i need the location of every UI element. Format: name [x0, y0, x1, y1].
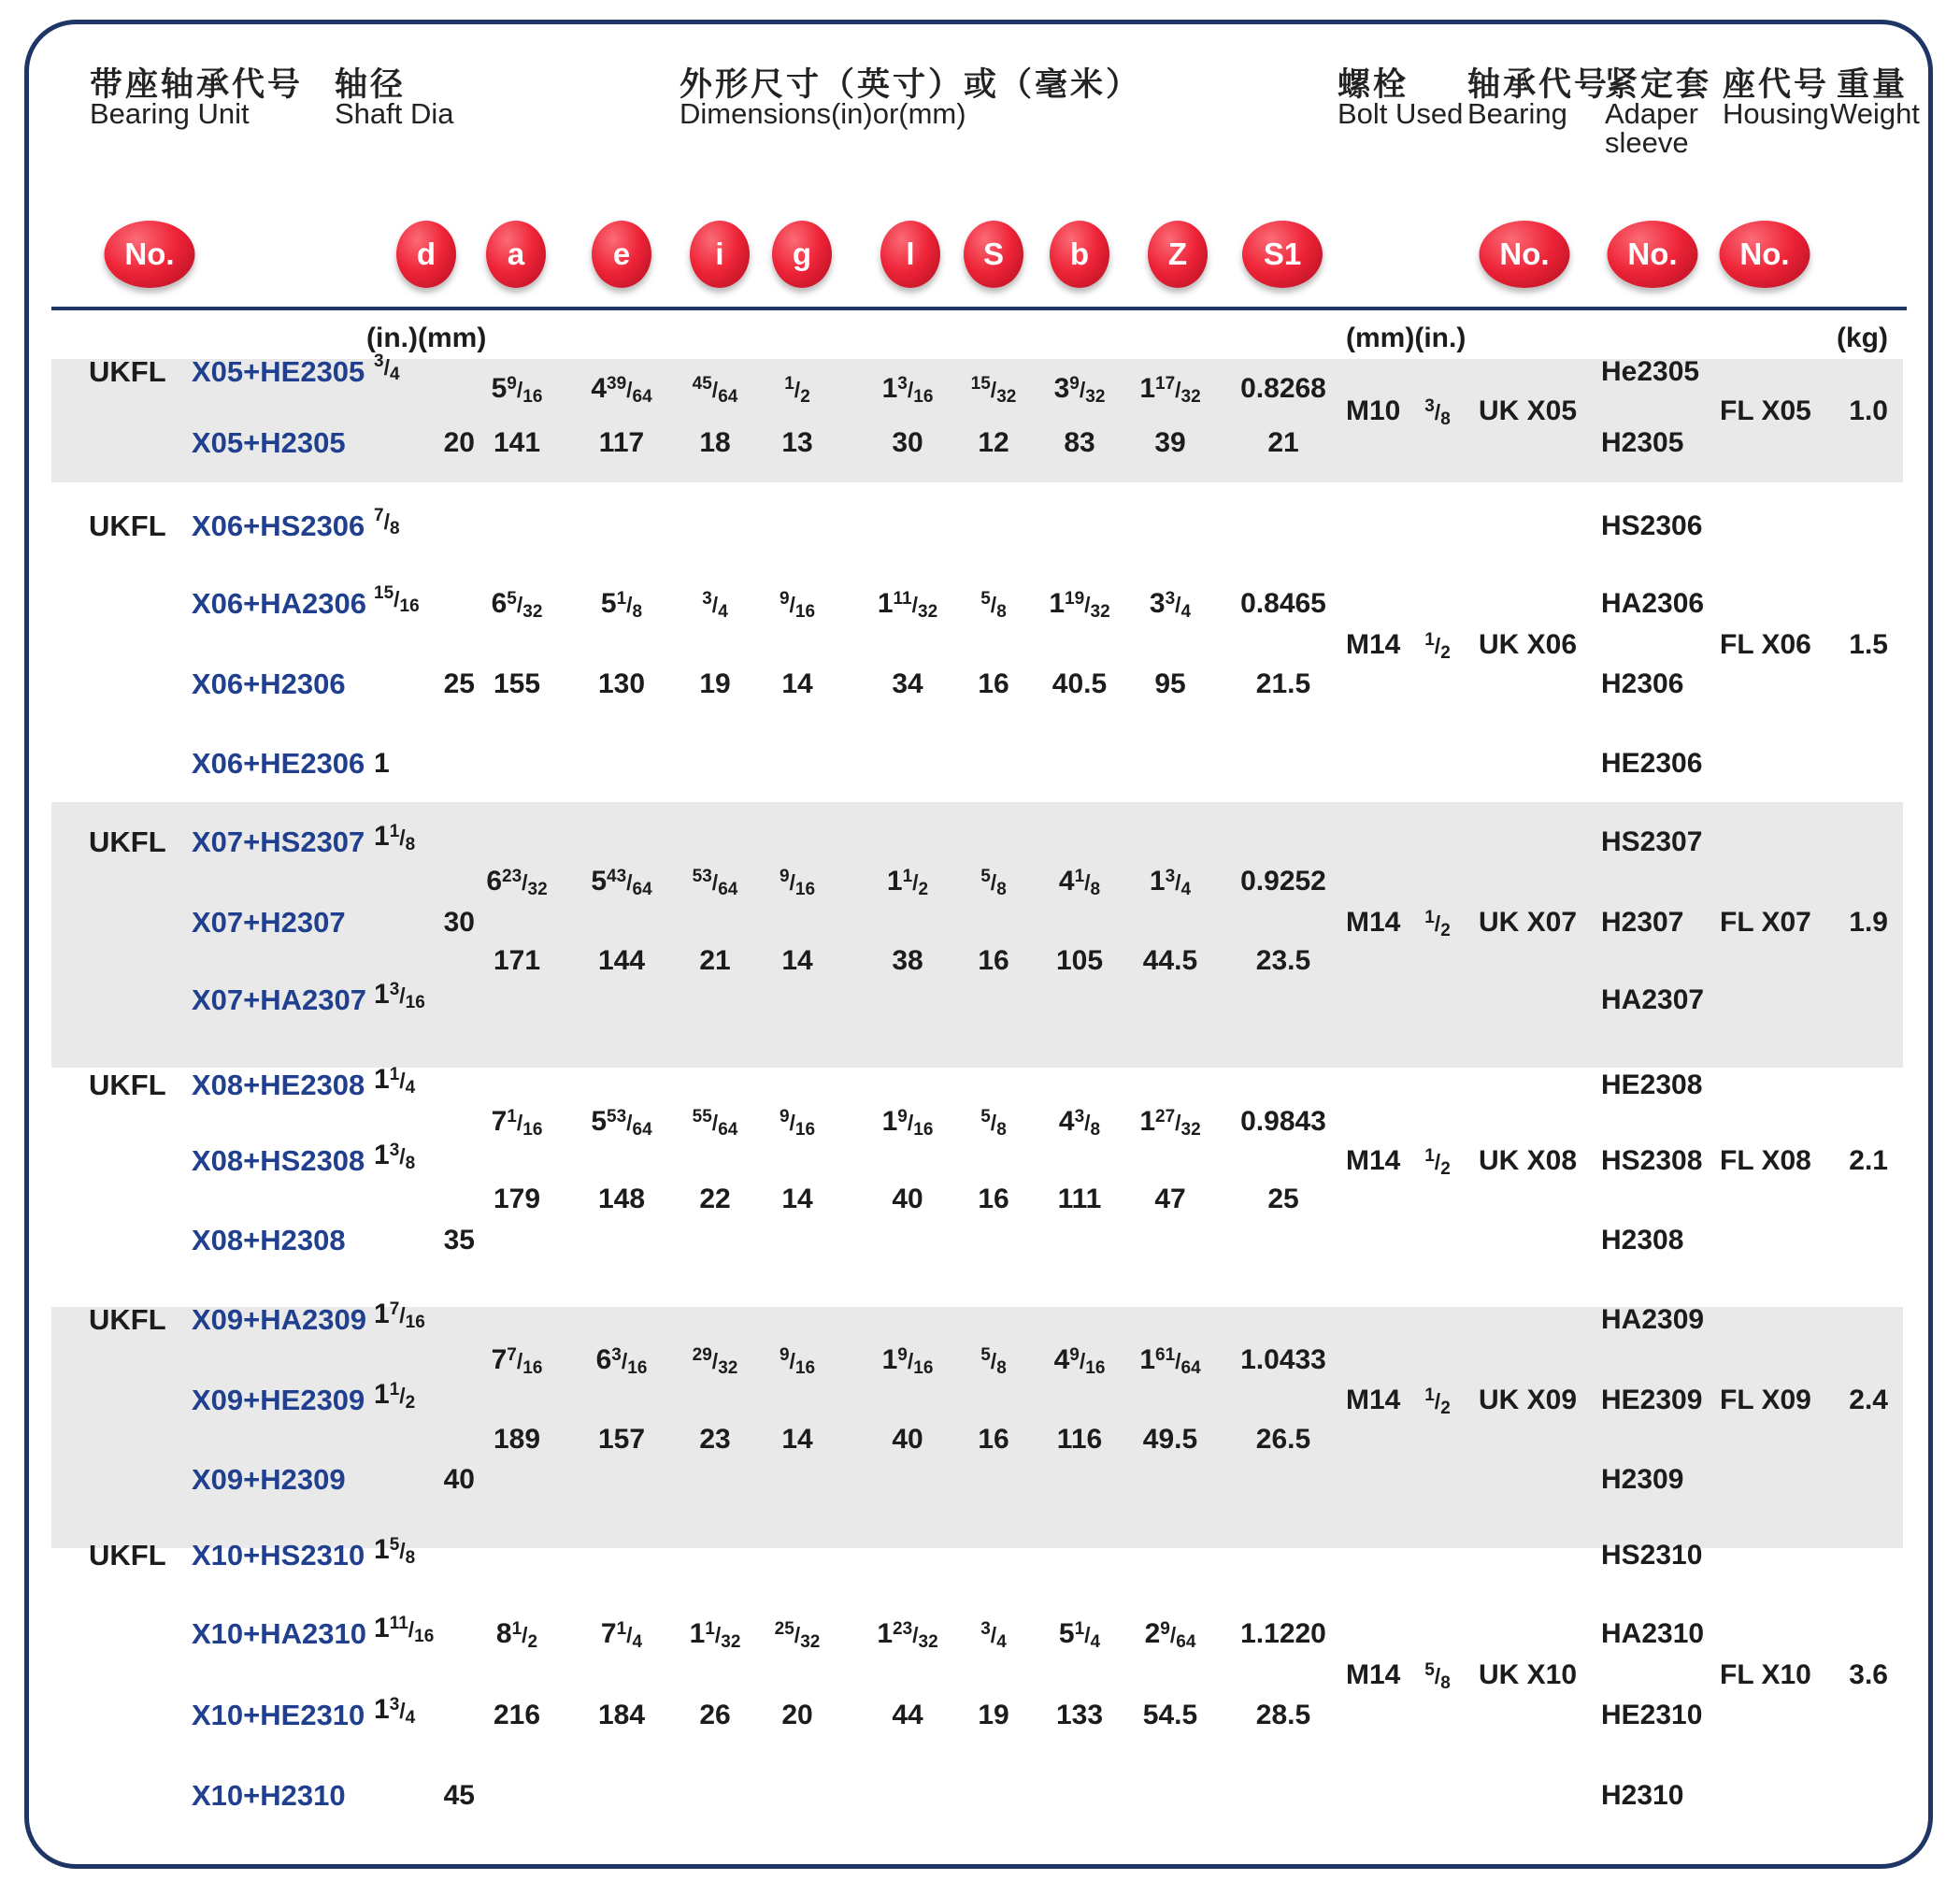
- badge-z: Z: [1148, 221, 1208, 288]
- col-header-housing-zh: 座代号: [1723, 66, 1830, 103]
- unit-code: X08+HE2308: [192, 1069, 365, 1101]
- badge-d: d: [396, 221, 456, 288]
- badge-i: i: [690, 221, 750, 288]
- col-header-sleeve-en: Adaper sleeve: [1605, 97, 1698, 159]
- unit-code: X10+HA2310: [192, 1617, 366, 1650]
- dim-g-mm: 14: [781, 945, 813, 976]
- dim-s-mm: 16: [978, 1424, 1009, 1455]
- sleeve-code: HA2307: [1601, 984, 1705, 1015]
- shaft-dia-in: $1^3/16$: [374, 979, 425, 1012]
- dim-a-mm: 179: [493, 1184, 541, 1214]
- shaft-dia-in: $1^3/8$: [374, 1140, 416, 1173]
- housing-code: FL X05: [1720, 395, 1811, 426]
- col-header-weight-en: Weight: [1830, 97, 1920, 130]
- dim-a-mm: 171: [493, 945, 541, 976]
- bolt-in: $^5$/8: [1424, 1660, 1451, 1693]
- dim-a-in: $8^1/2$: [495, 1618, 538, 1652]
- dim-z-mm: 95: [1154, 668, 1186, 699]
- dim-b-mm: 116: [1056, 1424, 1103, 1455]
- series-prefix: UKFL: [89, 1303, 166, 1336]
- shaft-dia-mm: 20: [443, 427, 475, 458]
- dim-s1-in: 0.9843: [1240, 1106, 1326, 1137]
- dim-g-in: $^9$/16: [779, 1107, 816, 1140]
- sleeve-code: HE2306: [1601, 748, 1703, 779]
- housing-code: FL X10: [1720, 1659, 1811, 1690]
- shaft-dia-in: $1^5/8$: [374, 1534, 416, 1568]
- unit-code: X10+HS2310: [192, 1539, 365, 1571]
- dim-l-in: $1^{11}/32$: [877, 588, 938, 622]
- bolt-mm: M14: [1346, 907, 1401, 938]
- dim-i-in: $^{45}$/64: [692, 374, 738, 407]
- shaft-dia-mm: 40: [443, 1464, 475, 1495]
- bearing-code: UK X09: [1479, 1385, 1578, 1415]
- dim-g-mm: 13: [781, 427, 813, 458]
- badge-s: S: [964, 221, 1023, 288]
- header-rule: [51, 307, 1907, 310]
- col-header-shaft-dia-en: Shaft Dia: [335, 97, 454, 130]
- dim-e-in: $4^{39}/64$: [591, 373, 652, 407]
- sleeve-code: H2309: [1601, 1464, 1684, 1495]
- dim-g-in: $^1$/2: [784, 374, 810, 407]
- dim-b-mm: 133: [1055, 1700, 1104, 1730]
- unit-code: X09+H2309: [192, 1463, 346, 1496]
- dim-a-in: $7^7/16$: [491, 1344, 543, 1378]
- dim-s1-mm: 21.5: [1255, 668, 1311, 699]
- dim-s1-mm: 23.5: [1255, 945, 1311, 976]
- dim-e-mm: 144: [597, 945, 646, 976]
- dim-s1-mm: 28.5: [1255, 1700, 1311, 1730]
- dim-a-in: $6^5/32$: [491, 588, 543, 622]
- bolt-in: $^1$/2: [1424, 1146, 1451, 1179]
- dim-s1-in: 0.8465: [1240, 588, 1326, 619]
- dim-z-mm: 54.5: [1142, 1700, 1198, 1730]
- shaft-dia-in: $1^1/4$: [374, 1064, 416, 1098]
- dim-z-in: $1^{61}/64$: [1139, 1344, 1201, 1378]
- dim-s-mm: 16: [978, 945, 1009, 976]
- dim-a-mm: 141: [493, 427, 541, 458]
- dim-i-mm: 22: [699, 1184, 731, 1214]
- dim-i-in: $^{55}$/64: [692, 1107, 738, 1140]
- dim-g-in: $^9$/16: [779, 589, 816, 622]
- dim-s1-in: 1.1220: [1240, 1618, 1326, 1649]
- sleeve-code: HS2306: [1601, 510, 1703, 541]
- dim-z-in: $2^9/64$: [1144, 1618, 1196, 1652]
- badge-s1: S1: [1242, 221, 1323, 288]
- unit-code: X07+HS2307: [192, 825, 365, 858]
- unit-code: X10+HE2310: [192, 1699, 365, 1731]
- dim-e-in: $6^3/16$: [595, 1344, 648, 1378]
- weight-kg: 3.6: [1849, 1659, 1888, 1690]
- weight-kg: 1.5: [1849, 629, 1888, 660]
- dim-b-in: $5^1/4$: [1058, 1618, 1101, 1652]
- sleeve-code: HS2308: [1601, 1145, 1703, 1176]
- sleeve-code: H2305: [1601, 427, 1684, 458]
- badge-e: e: [592, 221, 651, 288]
- series-prefix: UKFL: [89, 509, 166, 542]
- dim-l-in: $1^9/16$: [881, 1106, 934, 1140]
- weight-kg: 2.1: [1849, 1145, 1888, 1176]
- badge-no-bearing: No.: [1480, 221, 1570, 288]
- shaft-dia-in: $1^1/8$: [374, 821, 416, 854]
- unit-code: X06+HE2306: [192, 747, 365, 780]
- dim-i-mm: 19: [699, 668, 731, 699]
- badge-g: g: [772, 221, 832, 288]
- dim-e-mm: 157: [597, 1424, 646, 1455]
- badge-a: a: [486, 221, 546, 288]
- dim-e-in: $5^{43}/64$: [591, 866, 652, 899]
- dim-i-mm: 23: [699, 1424, 731, 1455]
- dim-g-mm: 14: [781, 1424, 813, 1455]
- dim-s1-in: 0.8268: [1240, 373, 1326, 404]
- dim-l-in: $1^9/16$: [881, 1344, 934, 1378]
- shaft-dia-mm: 30: [443, 907, 475, 938]
- unit-code: X09+HE2309: [192, 1384, 365, 1416]
- dim-i-in: $^{29}$/32: [692, 1345, 738, 1378]
- units-weight: (kg): [1837, 323, 1888, 353]
- sleeve-code: HS2307: [1601, 826, 1703, 857]
- unit-code: X05+H2305: [192, 426, 346, 459]
- dim-e-mm: 184: [597, 1700, 646, 1730]
- badge-no-sleeve: No.: [1608, 221, 1698, 288]
- col-header-bearing-en: Bearing: [1467, 97, 1567, 130]
- dim-s1-mm: 21: [1267, 427, 1299, 458]
- series-prefix: UKFL: [89, 1539, 166, 1571]
- dim-s-mm: 16: [978, 668, 1009, 699]
- dim-z-in: $1^{17}/32$: [1139, 373, 1201, 407]
- dim-z-mm: 47: [1154, 1184, 1186, 1214]
- dim-e-in: $5^1/8$: [600, 588, 643, 622]
- bolt-mm: M14: [1346, 1659, 1401, 1690]
- dim-l-mm: 34: [892, 668, 923, 699]
- dim-g-in: $^9$/16: [779, 867, 816, 899]
- dim-s-in: $^5$/8: [980, 1345, 1007, 1378]
- bolt-in: $^1$/2: [1424, 1385, 1451, 1418]
- bearing-code: UK X05: [1479, 395, 1578, 426]
- shaft-dia-in: $1^1/2$: [374, 1379, 416, 1413]
- col-header-bearing-zh: 轴承代号: [1467, 66, 1610, 103]
- unit-code: X07+H2307: [192, 906, 346, 939]
- series-prefix: UKFL: [89, 1069, 166, 1101]
- dim-e-mm: 130: [597, 668, 646, 699]
- dim-b-mm: 111: [1057, 1184, 1102, 1214]
- shaft-dia-in: $^7$/8: [374, 506, 400, 538]
- dim-l-in: $1^1/2$: [886, 866, 929, 899]
- dim-s-in: $^{15}$/32: [970, 374, 1017, 407]
- bolt-in: $^1$/2: [1424, 630, 1451, 663]
- bearing-code: UK X10: [1479, 1659, 1578, 1690]
- col-header-dimensions-zh: 外形尺寸（英寸）或（毫米）: [680, 66, 1142, 103]
- col-header-sleeve-zh: 紧定套: [1605, 66, 1712, 103]
- bearing-code: UK X08: [1479, 1145, 1578, 1176]
- sleeve-code: HA2309: [1601, 1304, 1705, 1335]
- col-header-bearing-unit-en: Bearing Unit: [90, 97, 250, 130]
- col-header-weight-zh: 重量: [1837, 66, 1909, 103]
- unit-code: X09+HA2309: [192, 1303, 366, 1336]
- dim-g-mm: 14: [781, 1184, 813, 1214]
- sleeve-code: H2308: [1601, 1225, 1684, 1256]
- shaft-dia-in: $1^{11}/16$: [374, 1613, 435, 1646]
- bolt-mm: M14: [1346, 629, 1401, 660]
- dim-l-in: $1^{23}/32$: [877, 1618, 938, 1652]
- dim-a-in: $7^1/16$: [491, 1106, 543, 1140]
- badge-no-bearing-unit: No.: [105, 221, 195, 288]
- sleeve-code: HE2310: [1601, 1700, 1703, 1730]
- dim-z-mm: 44.5: [1142, 945, 1198, 976]
- sleeve-code: HE2308: [1601, 1069, 1703, 1100]
- dim-a-in: $6^{23}/32$: [486, 866, 548, 899]
- dim-g-in: $^{25}$/32: [774, 1619, 821, 1652]
- dim-l-in: $1^3/16$: [881, 373, 934, 407]
- sleeve-code: H2307: [1601, 907, 1684, 938]
- housing-code: FL X09: [1720, 1385, 1811, 1415]
- dim-a-mm: 189: [493, 1424, 541, 1455]
- dim-g-in: $^9$/16: [779, 1345, 816, 1378]
- sleeve-code: H2310: [1601, 1780, 1684, 1811]
- col-header-shaft-dia-zh: 轴径: [335, 66, 407, 103]
- dim-b-mm: 83: [1064, 427, 1095, 458]
- badge-no-housing: No.: [1720, 221, 1810, 288]
- dim-e-mm: 148: [597, 1184, 646, 1214]
- dim-i-mm: 18: [699, 427, 731, 458]
- weight-kg: 1.0: [1849, 395, 1888, 426]
- dim-s-in: $^5$/8: [980, 589, 1007, 622]
- shaft-dia-mm: 45: [443, 1780, 475, 1811]
- shaft-dia-in: $1^7/16$: [374, 1299, 425, 1332]
- dim-a-mm: 155: [493, 668, 541, 699]
- dim-s-mm: 12: [978, 427, 1009, 458]
- dim-b-in: $4^9/16$: [1053, 1344, 1106, 1378]
- bolt-mm: M14: [1346, 1145, 1401, 1176]
- dim-g-mm: 14: [781, 668, 813, 699]
- dim-i-in: $^3$/4: [702, 589, 728, 622]
- dim-s-in: $^3$/4: [980, 1619, 1007, 1652]
- bolt-mm: M14: [1346, 1385, 1401, 1415]
- dim-z-mm: 39: [1154, 427, 1186, 458]
- dim-l-mm: 44: [892, 1700, 923, 1730]
- badge-b: b: [1050, 221, 1109, 288]
- col-header-bolt-en: Bolt Used: [1338, 97, 1464, 130]
- sleeve-code: HA2306: [1601, 588, 1705, 619]
- dim-z-in: $1^3/4$: [1149, 866, 1192, 899]
- shaft-dia-mm: 35: [443, 1225, 475, 1256]
- bolt-in: $^3$/8: [1424, 396, 1451, 429]
- dim-z-in: $3^3/4$: [1149, 588, 1192, 622]
- dim-z-in: $1^{27}/32$: [1139, 1106, 1201, 1140]
- unit-code: X08+HS2308: [192, 1144, 365, 1177]
- housing-code: FL X06: [1720, 629, 1811, 660]
- badge-l: l: [880, 221, 940, 288]
- dim-a-mm: 216: [493, 1700, 541, 1730]
- dim-b-in: $3^9/32$: [1053, 373, 1106, 407]
- dim-s1-mm: 25: [1267, 1184, 1299, 1214]
- shaft-dia-in: $^{15}$/16: [374, 583, 420, 616]
- dim-e-mm: 117: [598, 427, 645, 458]
- dim-l-mm: 38: [892, 945, 923, 976]
- series-prefix: UKFL: [89, 355, 166, 388]
- sleeve-code: HE2309: [1601, 1385, 1703, 1415]
- unit-code: X10+H2310: [192, 1779, 346, 1812]
- housing-code: FL X08: [1720, 1145, 1811, 1176]
- dim-i-in: $^{53}$/64: [692, 867, 738, 899]
- dim-b-in: $4^3/8$: [1058, 1106, 1101, 1140]
- unit-code: X06+HA2306: [192, 587, 366, 620]
- sleeve-code: HA2310: [1601, 1618, 1705, 1649]
- dim-s1-in: 0.9252: [1240, 866, 1326, 897]
- dim-g-mm: 20: [781, 1700, 813, 1730]
- shaft-dia-in: 1: [374, 748, 390, 779]
- dim-a-in: $5^9/16$: [491, 373, 543, 407]
- dim-e-in: $7^1/4$: [600, 1618, 643, 1652]
- col-header-bolt-zh: 螺栓: [1338, 66, 1409, 103]
- shaft-dia-mm: 25: [443, 668, 475, 699]
- bearing-code: UK X07: [1479, 907, 1578, 938]
- unit-code: X07+HA2307: [192, 983, 366, 1016]
- dim-l-mm: 40: [892, 1184, 923, 1214]
- dim-s-in: $^5$/8: [980, 867, 1007, 899]
- bolt-in: $^1$/2: [1424, 908, 1451, 940]
- shaft-dia-in: $^3$/4: [374, 352, 400, 384]
- dim-s1-in: 1.0433: [1240, 1344, 1326, 1375]
- dim-b-mm: 105: [1055, 945, 1104, 976]
- col-header-bearing-unit-zh: 带座轴承代号: [90, 66, 304, 103]
- weight-kg: 2.4: [1849, 1385, 1888, 1415]
- unit-code: X06+HS2306: [192, 509, 365, 542]
- housing-code: FL X07: [1720, 907, 1811, 938]
- weight-kg: 1.9: [1849, 907, 1888, 938]
- sleeve-code: He2305: [1601, 356, 1700, 387]
- unit-code: X06+H2306: [192, 667, 346, 700]
- dim-i-in: $1^1/32$: [689, 1618, 741, 1652]
- dim-s-in: $^5$/8: [980, 1107, 1007, 1140]
- sleeve-code: H2306: [1601, 668, 1684, 699]
- dim-b-mm: 40.5: [1052, 668, 1108, 699]
- dim-s-mm: 16: [978, 1184, 1009, 1214]
- bolt-mm: M10: [1346, 395, 1401, 426]
- dim-l-mm: 40: [892, 1424, 923, 1455]
- units-shaft: (in.)(mm): [366, 323, 487, 353]
- dim-e-in: $5^{53}/64$: [591, 1106, 652, 1140]
- dim-b-in: $4^1/8$: [1058, 866, 1101, 899]
- unit-code: X08+H2308: [192, 1224, 346, 1256]
- units-bolt: (mm)(in.): [1346, 323, 1466, 353]
- sleeve-code: HS2310: [1601, 1540, 1703, 1571]
- dim-b-in: $1^{19}/32$: [1049, 588, 1110, 622]
- series-prefix: UKFL: [89, 825, 166, 858]
- dim-s1-mm: 26.5: [1255, 1424, 1311, 1455]
- bearing-code: UK X06: [1479, 629, 1578, 660]
- dim-i-mm: 26: [699, 1700, 731, 1730]
- col-header-housing-en: Housing: [1723, 97, 1829, 130]
- dim-i-mm: 21: [699, 945, 731, 976]
- unit-code: X05+HE2305: [192, 355, 365, 388]
- col-header-dimensions-en: Dimensions(in)or(mm): [680, 97, 966, 130]
- shaft-dia-in: $1^3/4$: [374, 1694, 416, 1728]
- dim-z-mm: 49.5: [1142, 1424, 1198, 1455]
- dim-s-mm: 19: [978, 1700, 1009, 1730]
- dim-l-mm: 30: [892, 427, 923, 458]
